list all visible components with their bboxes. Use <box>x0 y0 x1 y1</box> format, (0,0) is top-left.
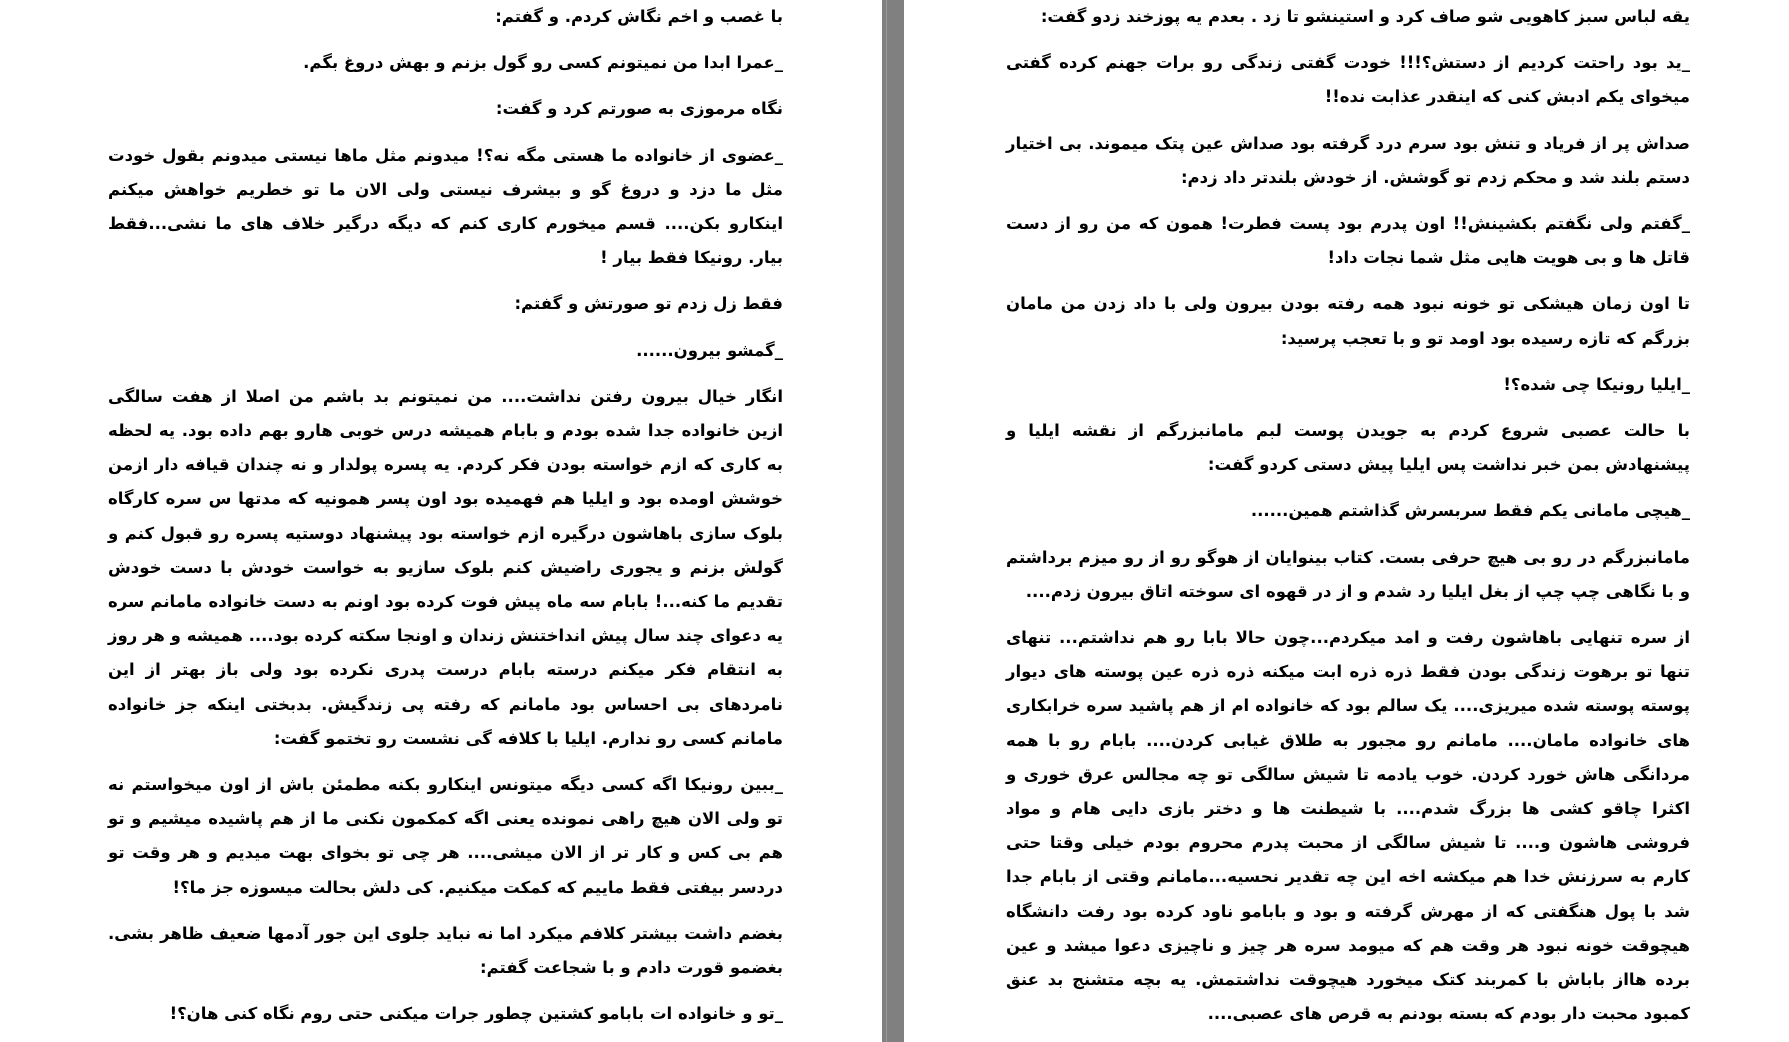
right-paragraph-5: تا اون زمان هیشکی تو خونه نبود همه رفته بودن بیرون ولی با داد زدن من مامان بزرگم که تازه رسیده بود اومد تو و با تعجب پرسید: <box>1006 294 1690 348</box>
right-paragraph-9: مامانبزرگم در رو بی هیچ حرفی بست. کتاب بینوایان از هوگو رو از رو میزم برداشتم و با نگاهی چپ چپ از بغل ایلیا رد شدم و از در قهوه ای سوخته اتاق بیرون زدم.... <box>1006 547 1690 601</box>
left-paragraph-4: _عضوی از خانواده ما هستی مگه نه؟! میدونم مثل ماها نیستی میدونم بقول خودت مثل ما دزد و دروغ گو و بیشرف نیستی ولی الان ما تو خطریم خواهش میکنم اینکارو بکن.... قسم میخورم کاری کنم که دیگه درگیر خلاف های ما نشی...فقط بیار. رونیکا فقط بیار ! <box>108 145 783 268</box>
right-page <box>904 0 1789 1042</box>
left-paragraph-2: _عمرا ابدا من نمیتونم کسی رو گول بزنم و بهش دروغ بگم. <box>303 53 783 73</box>
right-paragraph-3: صداش پر از فریاد و تنش بود سرم درد گرفته بود صداش عین پتک میموند. بی اختیار دستم بلند شد و محکم زدم تو گوشش. از خودش بلندتر داد زدم: <box>1006 133 1690 187</box>
right-paragraph-1: یقه لباس سبز کاهویی شو صاف کرد و استینشو تا زد . بعدم یه پوزخند زدو گفت: <box>1040 7 1690 26</box>
right-page-text <box>1006 0 1690 1042</box>
left-paragraph-3: نگاه مرموزی به صورتم کرد و گفت: <box>495 99 783 119</box>
left-paragraph-8: _ببین رونیکا اگه کسی دیگه میتونس اینکارو بکنه مطمئن باش از اون میخواستم نه تو ولی الان هیچ راهی نمونده یعنی اگه کمکمون نکنی ما از هم پاشیده میشیم و تو هم بی کس و کار تر از الان میشی.... هر چی تو بخوای بهت میدیم و هر وقت تو دردسر بیفتی فقط ماییم که کمکت میکنیم. کی دلش بحالت میسوزه جز ما؟! <box>108 775 783 897</box>
left-paragraph-5: فقط زل زدم تو صورتش و گفتم: <box>514 294 783 314</box>
left-paragraph-7: انگار خیال بیرون رفتن نداشت.... من نمیتونم بد باشم من اصلا از هفت سالگی ازین خانواده جدا شده بودم و بابام همیشه درس خوبی هارو بهم داده بود. یه لحظه به کاری که ازم خواسته بودن فکر کردم. یه پسره پولدار و نه چندان قیافه دار ازمن خوشش اومده بود و ایلیا هم فهمیده بود اون پسر همونیه که مدتها س سره کارگاه بلوک سازی باهاشون درگیره ازم خواسته بود پیشنهاد دوستیه پسره رو قبول کنم و گولش بزنم و یجوری راضیش کنم بلوک سازیو به خواست خودش با دست خودش تقدیم ما کنه...! بابام سه ماه پیش فوت کرده بود اونم به دست خانواده مامانم سره یه دعوای چند سال پیش انداختنش زندان و اونجا سکته کرده بود.... همیشه و هر روز به انتقام فکر میکنم درسته بابام درست پدری نکرده بود ولی باز بهتر از این نامردهای بی احساس بود مامانم که رفته پی زندگیش. بدبختی اینکه جز خانواده مامانم کسی رو ندارم. ایلیا با کلافه گی نشست رو تختمو گفت: <box>108 386 783 748</box>
right-paragraph-4: _گفتم ولی نگفتم بکشینش!! اون پدرم بود پست فطرت! همون که من رو از دست قاتل ها و بی هویت هایی مثل شما نجات داد! <box>1006 214 1690 268</box>
left-paragraph-6: _گمشو بیرون...... <box>636 340 783 360</box>
right-paragraph-10: از سره تنهایی باهاشون رفت و امد میکردم...چون حالا بابا رو هم نداشتم... تنهای تنها تو برهوت زندگی بودن فقط ذره ذره ابت میکنه ذره ذره عین پوسته های دیوار پوسته پوسته شده میریزی.... یک سالم بود که خانواده ام از هم پاشید سره خرابکاری های خانواده مامان.... مامانم رو مجبور به طلاق غیابی کردن.... بابام رو با همه مردانگی هاش خورد کردن. خوب یادمه تا شیش سالگی تو چه مجالس عرق خوری و اکثرا چاقو کشی ها بزرگ شدم.... با شیطنت ها و دختر بازی دایی هام و مواد فروشی هاشون و.... تا شیش سالگی از محبت پدرم محروم بودم خیلی وقتا حتی کارم به سرزنش خدا هم میکشه اخه این چه تقدیر نحسیه...مامانم وقتی از بابام جدا شد با پول هنگفتی که از مهرش گرفته و بود و بابامو ناود کرده بود رفت دانشگاه هیچوقت خونه نبود هر وقت هم که میومد سره هر چیز و ناچیزی دعوا میشد و عین برده هااز باباش با کمربند کتک میخورد هیچوقت نداشتمش. یه بچه متشنج بد عنق کمبود محبت دار بودم که بسته بودنم به قرص های عصبی.... <box>1006 628 1690 1024</box>
page-gutter-divider <box>882 0 904 1042</box>
right-paragraph-7: با حالت عصبی شروع کردم به جویدن پوست لبم مامانبزرگم از نقشه ایلیا و پیشنهادش بمن خبر نداشت پس ایلیا پیش دستی کردو گفت: <box>1006 421 1690 475</box>
right-paragraph-8: _هیچی مامانی یکم فقط سربسرش گذاشتم همین...... <box>1250 501 1690 521</box>
left-paragraph-10: _تو و خانواده ات بابامو کشتین چطور جرات میکنی حتی روم نگاه کنی هان؟! <box>169 1004 783 1024</box>
left-paragraph-1: با غصب و اخم نگاش کردم. و گفتم: <box>495 7 783 26</box>
left-page-text <box>108 0 783 1042</box>
right-paragraph-2: _ید بود راحتت کردیم از دستش؟!!! خودت گفتی زندگی رو برات جهنم کرده گفتی میخوای یکم ادبش کنی که اینقدر عذابت نده!! <box>1006 53 1690 107</box>
left-paragraph-9: بغضم داشت بیشتر کلافم میکرد اما نه نباید جلوی این جور آدمها ضعیف ظاهر بشی. بغضمو قورت دادم و با شجاعت گفتم: <box>108 923 783 978</box>
left-page <box>0 0 882 1042</box>
right-paragraph-6: _ایلیا رونیکا چی شده؟! <box>1503 374 1690 394</box>
